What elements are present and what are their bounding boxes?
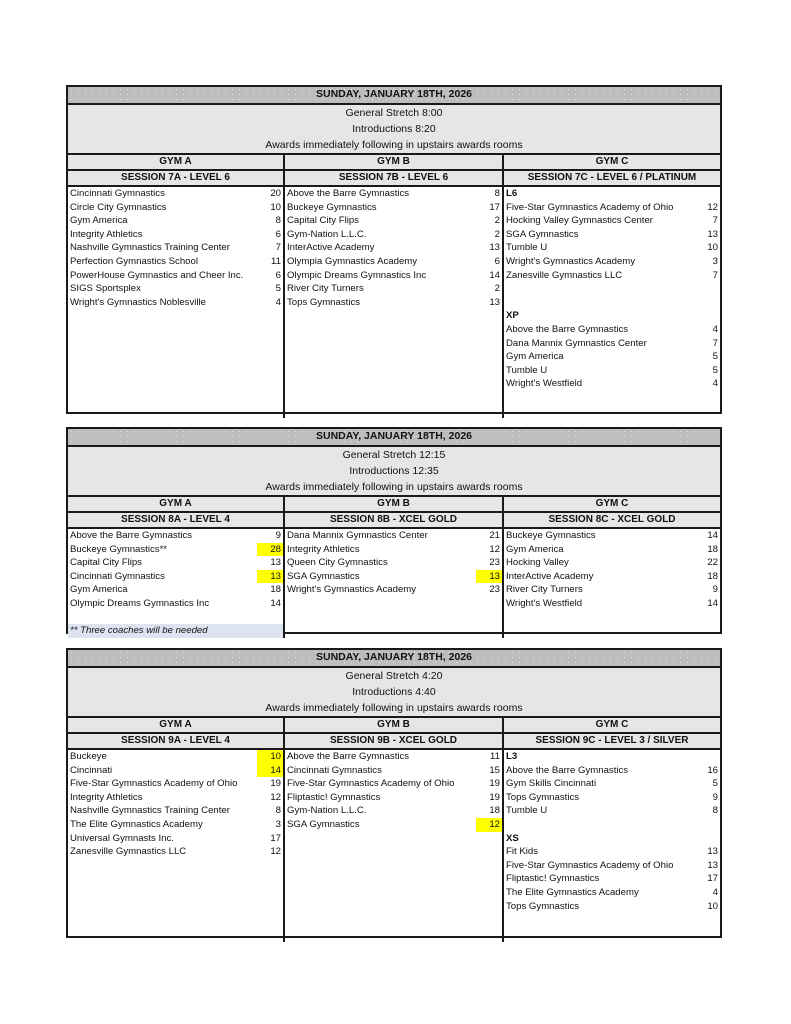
group-label: L6 [506,188,518,199]
athlete-count [694,187,720,201]
team-row [504,377,720,391]
team-name: InterActive Academy [506,570,594,582]
athlete-count: 9 [275,530,281,541]
gym-c-header: GYM C [504,718,720,732]
team-row [285,777,502,791]
team-name: Five-Star Gymnastics Academy of Ohio [506,859,674,871]
gym-header-row [68,155,720,171]
team-row [68,845,283,859]
athlete-count: 8 [712,805,718,817]
group-label-row [504,187,720,201]
team-row [504,791,720,805]
gym-a-roster [68,187,285,418]
team-name: River City Turners [287,283,364,295]
team-name: Fliptastic! Gymnastics [506,873,600,885]
athlete-count: 19 [489,778,500,790]
team-row [504,583,720,597]
athlete-count: 18 [707,570,718,582]
team-row [68,764,283,778]
athlete-count: 21 [489,530,500,541]
gym-a-roster [68,750,285,942]
team-row [504,845,720,859]
team-row [68,543,283,557]
team-name [504,818,694,832]
team-row [285,269,502,283]
athlete-count [694,296,720,310]
team-name: Five-Star Gymnastics Academy of Ohio [70,778,238,790]
team-name: Gym-Nation L.L.C. [287,805,367,817]
athlete-count: 2 [494,215,500,227]
athlete-count: 4 [275,296,281,308]
team-row [504,818,720,832]
gym-c-roster [504,187,720,418]
athlete-count: 19 [270,778,281,790]
team-name: Wright's Gymnastics Academy [506,255,636,267]
athlete-count [694,832,720,846]
team-row [285,296,502,310]
team-name: Five-Star Gymnastics Academy of Ohio [287,778,455,790]
team-row [68,804,283,818]
team-name: Gym-Nation L.L.C. [287,228,367,240]
athlete-count: 13 [707,846,718,858]
athlete-count: 10 [707,900,718,912]
gym-header-row [68,718,720,734]
team-row [285,570,502,584]
athlete-count: 6 [275,269,281,281]
team-row [504,323,720,337]
athlete-count: 11 [271,255,281,267]
athlete-count: 18 [489,805,500,817]
athlete-count: 12 [270,791,281,803]
athlete-count: 4 [712,323,718,335]
gym-c-header: GYM C [504,155,720,169]
team-name: Tops Gymnastics [506,791,580,803]
team-name: Queen City Gymnastics [287,557,388,569]
athlete-count: 10 [270,201,281,213]
athlete-count: 12 [489,543,500,555]
team-name: River City Turners [506,584,583,596]
session-8c-header: SESSION 8C - XCEL GOLD [504,513,720,527]
team-name: Olympic Dreams Gymnastics Inc [287,269,427,281]
athlete-count: 6 [275,228,281,240]
team-row [285,804,502,818]
athlete-count: 12 [270,846,281,858]
athlete-count: 14 [257,764,283,778]
group-label-row [504,309,720,323]
team-name: Nashville Gymnastics Training Center [70,242,230,254]
team-name: Above the Barre Gymnastics [70,530,193,541]
team-name: Capital City Flips [287,215,359,227]
team-row [285,241,502,255]
athlete-count: 7 [275,242,281,254]
athlete-count: 5 [275,283,281,295]
team-name: Gym America [506,543,564,555]
team-name: Dana Mannix Gymnastics Center [506,337,647,349]
team-row [68,556,283,570]
schedule-table-2 [66,427,722,634]
team-row [504,529,720,543]
team-name: Wright's Gymnastics Academy [287,584,417,596]
session-9b-header: SESSION 9B - XCEL GOLD [285,734,504,748]
athlete-count: 13 [257,570,283,584]
session-header-row [68,513,720,529]
athlete-count: 13 [489,296,500,308]
team-name: SGA Gymnastics [506,228,579,240]
team-name: SGA Gymnastics [287,818,360,830]
team-name: Tumble U [506,805,548,817]
team-name: Nashville Gymnastics Training Center [70,805,230,817]
athlete-count: 13 [270,557,281,569]
awards-note: Awards immediately following in upstairs awards rooms [265,139,523,151]
team-name: Above the Barre Gymnastics [506,764,629,776]
session-info [68,668,720,718]
athlete-count: 13 [476,570,502,584]
athlete-count: 28 [257,543,283,557]
athlete-count: 2 [494,283,500,295]
athlete-count: 11 [490,751,500,762]
team-row [504,201,720,215]
gym-header-row [68,497,720,513]
gym-a-roster [68,529,285,638]
team-row [285,543,502,557]
team-row [68,777,283,791]
team-row [285,764,502,778]
team-row [285,214,502,228]
team-name: Cincinnati Gymnastics [287,764,382,776]
session-7b-header: SESSION 7B - LEVEL 6 [285,171,504,185]
introductions-time: Introductions 12:35 [349,465,439,477]
team-name: Hocking Valley Gymnastics Center [506,215,653,227]
athlete-count: 17 [489,201,500,213]
team-name: Dana Mannix Gymnastics Center [287,530,428,541]
team-row [285,201,502,215]
team-name: Gym America [70,215,128,227]
team-row [68,529,283,543]
team-name: SIGS Sportsplex [70,283,141,295]
team-name: Capital City Flips [70,557,142,569]
team-row [504,364,720,378]
gym-b-roster [285,187,504,418]
team-row [68,269,283,283]
team-name: Olympia Gymnastics Academy [287,255,418,267]
athlete-count: 10 [257,750,283,764]
team-name: Tumble U [506,242,548,254]
team-row [504,350,720,364]
team-name: Universal Gymnasts Inc. [70,832,174,844]
team-row [504,872,720,886]
athlete-count: 22 [707,557,718,569]
athlete-count: 8 [275,215,281,227]
gym-a-header: GYM A [68,718,285,732]
schedule-table-3 [66,648,722,938]
team-name: Olympic Dreams Gymnastics Inc [70,597,210,609]
athlete-count: 9 [712,791,718,803]
team-row [285,556,502,570]
team-row [285,750,502,764]
awards-note: Awards immediately following in upstairs awards rooms [265,702,523,714]
team-row [68,791,283,805]
gym-c-roster [504,750,720,942]
team-row [504,255,720,269]
session-8b-header: SESSION 8B - XCEL GOLD [285,513,504,527]
team-name [504,282,694,296]
team-name: Circle City Gymnastics [70,201,167,213]
team-name: Above the Barre Gymnastics [287,188,410,199]
athlete-count: 3 [275,818,281,830]
team-name: Zanesville Gymnastics LLC [506,269,623,281]
team-name: Integrity Athletics [70,228,143,240]
team-name: Fit Kids [506,846,538,858]
team-name: Gym America [70,584,128,596]
group-label-row [504,750,720,764]
athlete-count: 4 [712,886,718,898]
athlete-count: 4 [712,378,718,390]
athlete-count: 18 [707,543,718,555]
team-row [504,597,720,611]
athlete-count: 12 [707,201,718,213]
athlete-count: 7 [712,269,718,281]
team-row [285,187,502,201]
athlete-count: 6 [494,255,500,267]
team-name: Buckeye [70,751,107,762]
team-name: Wright's Gymnastics Noblesville [70,296,207,308]
team-name: Perfection Gymnastics School [70,255,198,267]
team-row [504,900,720,914]
team-row [504,269,720,283]
team-row [68,282,283,296]
team-name: PowerHouse Gymnastics and Cheer Inc. [70,269,244,281]
team-row [504,886,720,900]
team-row [504,777,720,791]
athlete-count: 16 [707,764,718,776]
athlete-count: 15 [489,764,500,776]
athlete-count: 18 [270,584,281,596]
session-info [68,447,720,497]
team-row [68,255,283,269]
team-name: InterActive Academy [287,242,375,254]
team-row [68,214,283,228]
date-header: SUNDAY, JANUARY 18TH, 2026 [68,87,720,105]
team-row [68,228,283,242]
roster-body [68,187,720,418]
team-name: Gym Skills Cincinnati [506,778,597,790]
gym-a-header: GYM A [68,155,285,169]
date-header: SUNDAY, JANUARY 18TH, 2026 [68,429,720,447]
team-row [285,583,502,597]
team-row [68,750,283,764]
athlete-count: 2 [494,228,500,240]
team-row [68,832,283,846]
team-row [504,859,720,873]
team-row [504,228,720,242]
team-name: SGA Gymnastics [287,570,360,582]
team-name: Wright's Westfield [506,597,583,609]
athlete-count [694,750,720,764]
athlete-count: 5 [712,364,718,376]
session-header-row [68,171,720,187]
team-name: Tops Gymnastics [506,900,580,912]
athlete-count: 14 [270,597,281,609]
team-name [504,296,694,310]
athlete-count: 7 [712,337,718,349]
introductions-time: Introductions 4:40 [352,686,436,698]
team-row [285,282,502,296]
team-row [504,804,720,818]
team-row [504,337,720,351]
team-name: Zanesville Gymnastics LLC [70,846,187,858]
athlete-count: 5 [712,778,718,790]
session-9a-header: SESSION 9A - LEVEL 4 [68,734,285,748]
date-header: SUNDAY, JANUARY 18TH, 2026 [68,650,720,668]
team-row [504,282,720,296]
athlete-count: 17 [707,873,718,885]
team-name: Above the Barre Gymnastics [506,323,629,335]
general-stretch-time: General Stretch 12:15 [342,449,446,461]
athlete-count: 8 [275,805,281,817]
team-row [285,791,502,805]
group-label: XS [506,832,519,844]
team-name: Above the Barre Gymnastics [287,751,410,762]
athlete-count: 13 [707,228,718,240]
session-8a-header: SESSION 8A - LEVEL 4 [68,513,285,527]
session-info [68,105,720,155]
team-name: Buckeye Gymnastics** [70,543,168,555]
awards-note: Awards immediately following in upstairs awards rooms [265,481,523,493]
athlete-count: 13 [489,242,500,254]
team-row [68,597,283,611]
roster-body [68,529,720,638]
gym-b-roster [285,529,504,638]
team-name: Tumble U [506,364,548,376]
athlete-count: 14 [707,530,718,541]
team-name: Buckeye Gymnastics [287,201,377,213]
session-7c-header: SESSION 7C - LEVEL 6 / PLATINUM [504,171,720,185]
session-7a-header: SESSION 7A - LEVEL 6 [68,171,285,185]
team-name: Five-Star Gymnastics Academy of Ohio [506,201,674,213]
introductions-time: Introductions 8:20 [352,123,436,135]
team-row [504,764,720,778]
gym-b-roster [285,750,504,942]
schedule-table-1 [66,85,722,414]
athlete-count: 20 [270,188,281,199]
athlete-count [694,282,720,296]
group-label: L3 [506,751,518,762]
team-name: The Elite Gymnastics Academy [506,886,639,898]
athlete-count: 5 [712,351,718,363]
athlete-count: 3 [712,255,718,267]
team-row [285,255,502,269]
coaches-note: ** Three coaches will be needed [68,624,283,638]
team-name: Gym America [506,351,564,363]
team-row [68,583,283,597]
team-row [68,818,283,832]
team-name: Fliptastic! Gymnastics [287,791,381,803]
roster-body [68,750,720,942]
team-row [68,241,283,255]
gym-c-header: GYM C [504,497,720,511]
team-row [68,201,283,215]
athlete-count: 8 [494,188,500,199]
session-9c-header: SESSION 9C - LEVEL 3 / SILVER [504,734,720,748]
team-name: Cincinnati Gymnastics [70,570,165,582]
gym-b-header: GYM B [285,155,504,169]
team-row [68,296,283,310]
team-row [504,214,720,228]
gym-a-header: GYM A [68,497,285,511]
team-name: Integrity Athletics [287,543,360,555]
group-label: XP [506,310,519,322]
team-name: Buckeye Gymnastics [506,530,596,541]
team-row [504,241,720,255]
group-label-row [504,832,720,846]
team-row [504,543,720,557]
athlete-count [694,818,720,832]
athlete-count: 14 [707,597,718,609]
team-row [68,570,283,584]
general-stretch-time: General Stretch 8:00 [345,107,443,119]
session-header-row [68,734,720,750]
general-stretch-time: General Stretch 4:20 [345,670,443,682]
athlete-count: 12 [476,818,502,832]
gym-b-header: GYM B [285,497,504,511]
athlete-count: 23 [489,557,500,569]
athlete-count: 13 [707,859,718,871]
team-name: Cincinnati Gymnastics [70,188,165,199]
team-name: Tops Gymnastics [287,296,361,308]
athlete-count [694,309,720,323]
team-row [68,187,283,201]
athlete-count: 10 [707,242,718,254]
team-row [285,818,502,832]
athlete-count: 14 [489,269,500,281]
athlete-count: 7 [712,215,718,227]
athlete-count: 23 [489,584,500,596]
team-row [285,529,502,543]
gym-c-roster [504,529,720,638]
athlete-count: 19 [489,791,500,803]
team-row [504,296,720,310]
team-name: Wright's Westfield [506,378,583,390]
team-name: The Elite Gymnastics Academy [70,818,203,830]
team-name: Cincinnati [70,764,113,776]
team-row [504,556,720,570]
athlete-count: 9 [712,584,718,596]
gym-b-header: GYM B [285,718,504,732]
team-name: Integrity Athletics [70,791,143,803]
team-row [285,228,502,242]
team-row [504,570,720,584]
athlete-count: 17 [270,832,281,844]
team-name: Hocking Valley [506,557,569,569]
